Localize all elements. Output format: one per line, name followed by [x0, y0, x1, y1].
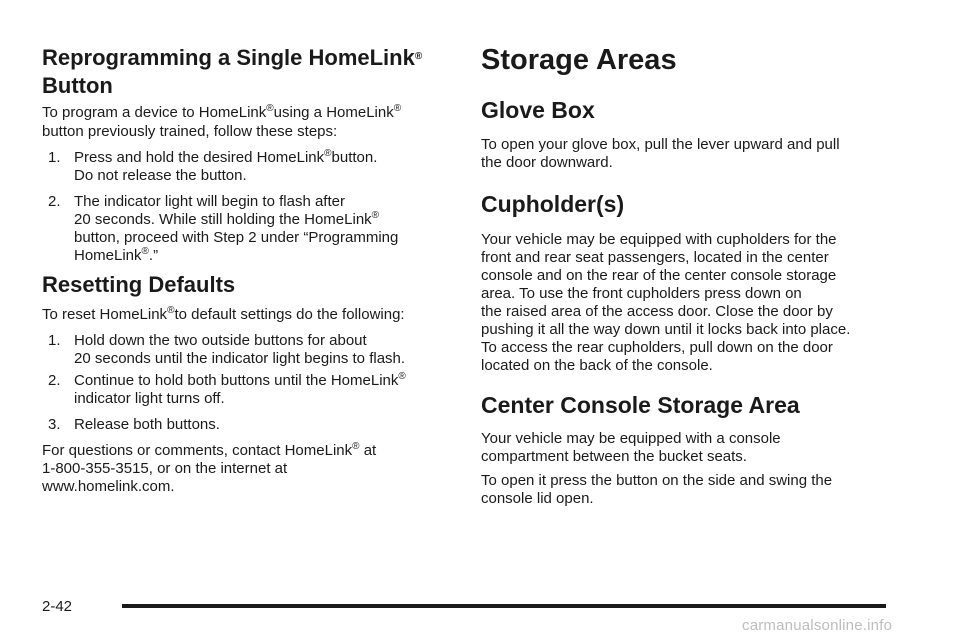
step-1: 1. Press and hold the desired HomeLink®button. Do not release the button.: [48, 148, 378, 184]
section-title-reprogramming-line2: Button: [42, 73, 113, 98]
watermark: carmanualsonline.info: [742, 617, 893, 634]
section-title-resetting: Resetting Defaults: [42, 272, 236, 297]
section-title-glove-box: Glove Box: [481, 97, 595, 123]
reset-step-1: 1. Hold down the two outside buttons for about 20 seconds until the indicator light begins to flash.: [48, 332, 406, 367]
intro-line-1: To program a device to HomeLink®using a HomeLink®: [42, 103, 402, 121]
section-title-cupholders: Cupholder(s): [481, 191, 625, 217]
reset-step-2: 2. Continue to hold both buttons until the HomeLink® indicator light turns off.: [48, 371, 406, 407]
center-console-text-2: To open it press the button on the side and swing the console lid open.: [481, 472, 833, 507]
cupholders-text: Your vehicle may be equipped with cupholders for the front and rear seat passengers, located in the center console and on the rear of the center console storage area. To use the front cupholders press down on the raised area of the access door. Close the door by pushing it all the way down until it locks back into place. To access the rear cupholders, pull down on the door located on the back of the console.: [481, 231, 851, 374]
intro-line-2: button previously trained, follow these steps:: [42, 123, 338, 140]
reset-intro: To reset HomeLink®to default settings do the following:: [42, 305, 405, 323]
section-title-center-console: Center Console Storage Area: [481, 392, 800, 418]
page-number: 2-42: [42, 598, 73, 615]
homelink-website: www.homelink.com.: [42, 478, 175, 495]
reset-step-3: 3. Release both buttons.: [48, 416, 220, 433]
section-title-reprogramming: Reprogramming a Single HomeLink®: [42, 45, 423, 70]
center-console-text-1: Your vehicle may be equipped with a console compartment between the bucket seats.: [481, 430, 781, 465]
step-2: 2. The indicator light will begin to flash after 20 seconds. While still holding the HomeLink® button, proceed with Step 2 under “Programming HomeLink®.”: [48, 193, 399, 264]
page-title: Storage Areas: [481, 44, 677, 76]
contact-paragraph: For questions or comments, contact HomeLink® at 1-800-355-3515, or on the internet at www.homelink.com.: [42, 442, 454, 496]
footer-rule: [122, 604, 886, 608]
glove-box-text: To open your glove box, pull the lever upward and pull the door downward.: [481, 136, 840, 171]
